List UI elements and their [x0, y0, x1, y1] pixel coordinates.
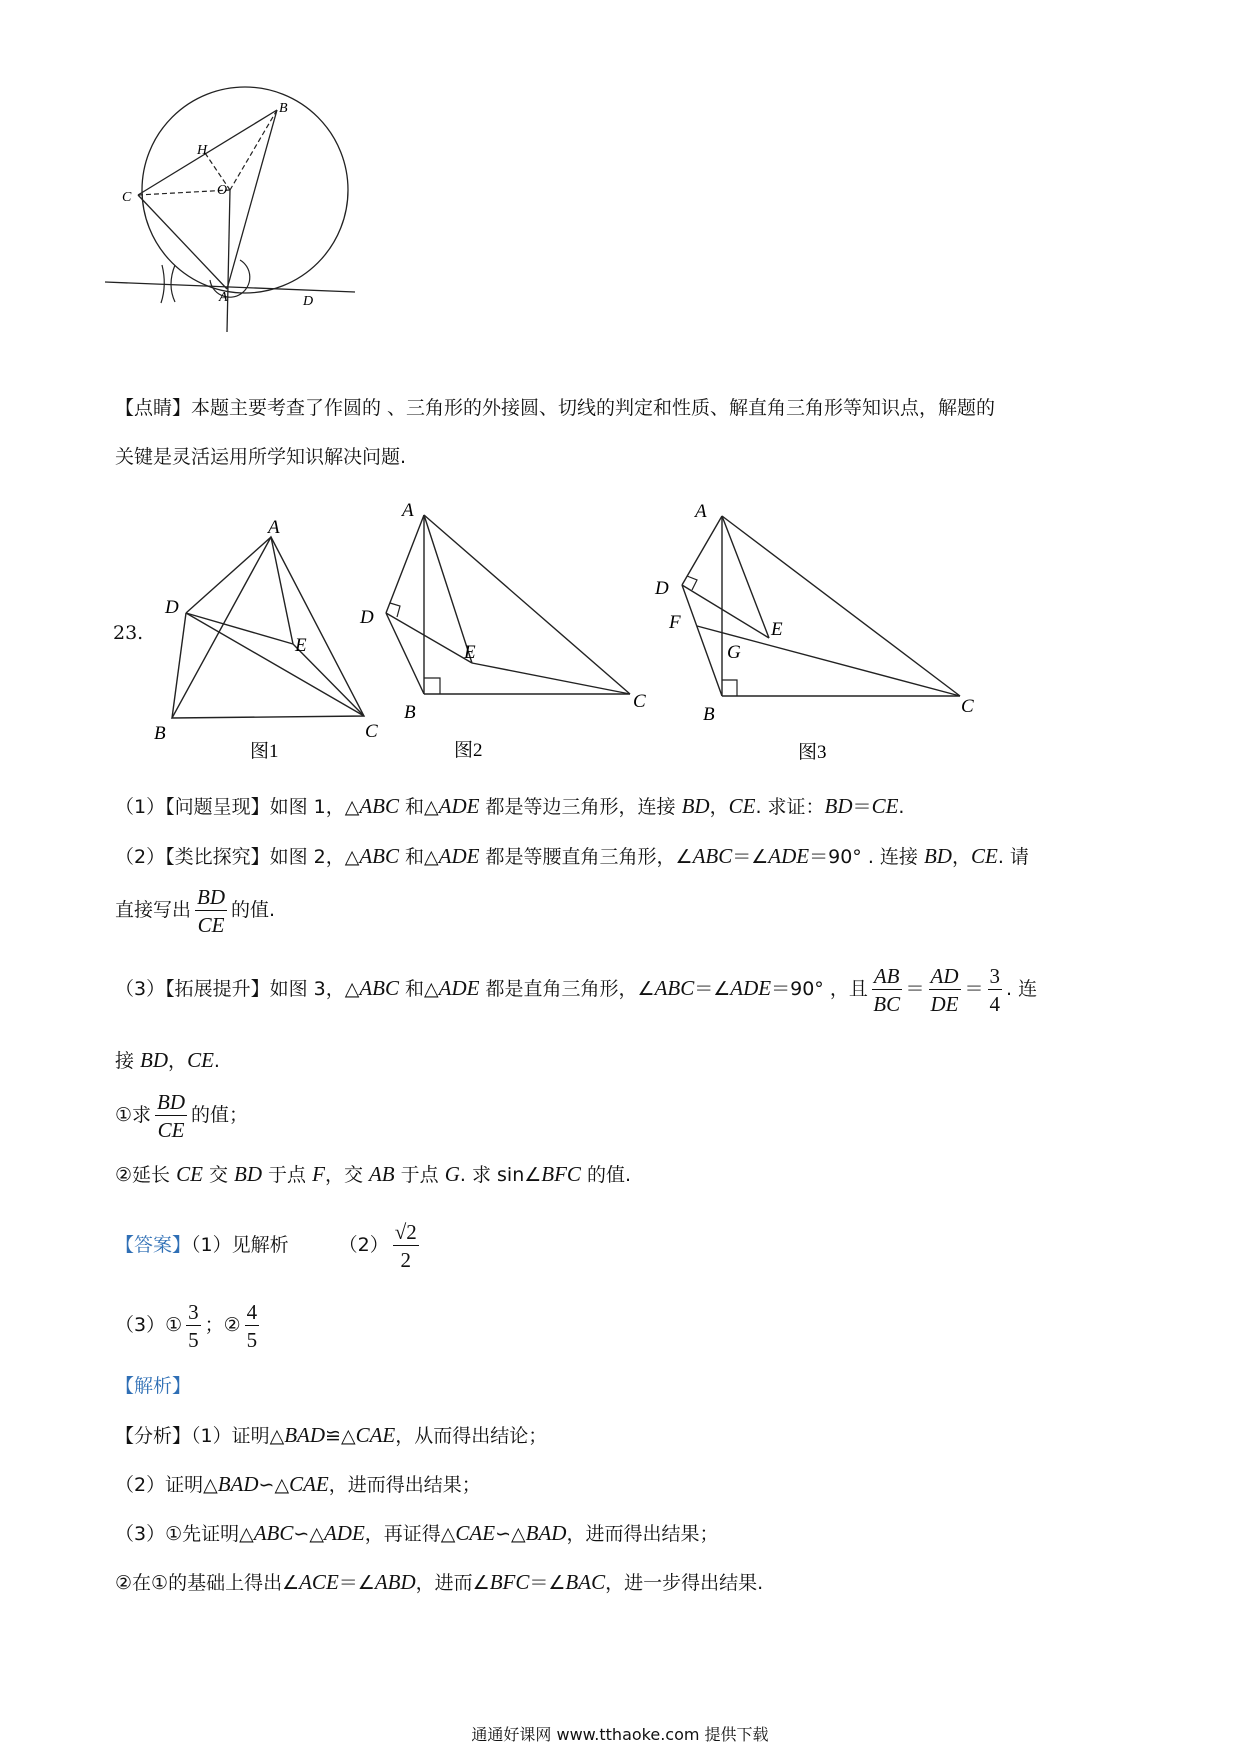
text-span: 都是直角三角形，∠ [479, 978, 655, 1000]
text-span: （2） [338, 1234, 389, 1256]
text-span: ＝∠ [529, 1572, 566, 1594]
fig3-label-e: E [771, 619, 783, 640]
text-span: ，再证得△ [364, 1523, 456, 1545]
text-span: 于点 [262, 1164, 313, 1186]
text-span: △ [340, 1425, 356, 1447]
text-span: （3）【拓展提升】如图 3，△ [115, 978, 360, 1000]
question-3-line-2 [115, 1047, 220, 1074]
text-span: ＝90° . 连接 [809, 846, 924, 868]
text-span: ADE [730, 976, 772, 1000]
fig1-label-e: E [295, 635, 307, 656]
text-span: BD [824, 794, 853, 818]
fraction-bd-ce [195, 885, 227, 937]
fig2-label-d: D [360, 607, 374, 628]
text-span: ；② [204, 1314, 241, 1336]
text-span: ，进一步得出结果. [605, 1572, 764, 1594]
text-span: ABC [692, 844, 733, 868]
text-span: BD [234, 1162, 263, 1186]
fig3-label-a: A [695, 501, 707, 522]
text-span: （3）① [115, 1314, 183, 1336]
text-span: ∽ [293, 1523, 310, 1545]
dianjing-tag: 【点睛】 [115, 397, 192, 419]
page-footer: 通通好课网 www.tthaoke.com 提供下载 [471, 1725, 769, 1744]
text-span: CE [187, 1048, 214, 1072]
fig3-label-f: F [669, 612, 681, 633]
text-span: 接 [115, 1050, 141, 1072]
question-2-line-2 [115, 880, 275, 940]
answer-line-2 [115, 1295, 263, 1355]
text-span: 的值. [231, 899, 276, 921]
text-span: （1）【问题呈现】如图 1，△ [115, 796, 360, 818]
text-span: ADE [438, 794, 480, 818]
text-span: ＝ [964, 978, 984, 1000]
text-span: 4 [989, 991, 1001, 1016]
text-span: 和△ [399, 846, 439, 868]
text-span: ＝∠ [338, 1572, 375, 1594]
text-span: ，从而得出结论； [395, 1425, 548, 1447]
text-span: 直接写出 [115, 899, 192, 921]
point-label-b: B [279, 101, 288, 116]
problem-number: 23. [113, 622, 144, 644]
question-3b [115, 1161, 631, 1188]
fig3-caption: 图3 [798, 742, 827, 763]
text-span: 3 [188, 1299, 199, 1324]
text-span: 5 [188, 1327, 199, 1352]
question-1 [115, 793, 904, 820]
text-span: BD [923, 844, 952, 868]
dianjing-line-2 [115, 444, 406, 470]
figure-1 [150, 515, 400, 765]
text-span: ≌ [325, 1425, 341, 1447]
text-span: ∽ [258, 1474, 275, 1496]
text-span: ，进而得出结果； [328, 1474, 481, 1496]
text-span: BD [681, 794, 710, 818]
text-span: G [444, 1162, 460, 1186]
text-span: 2 [400, 1247, 411, 1272]
text-span: （2）【类比探究】如图 2，△ [115, 846, 360, 868]
text-span: BAD [217, 1472, 259, 1496]
text-span: ，交 [324, 1164, 369, 1186]
figure-3 [655, 500, 995, 765]
text-span: CE [197, 912, 225, 937]
text-span: DE [930, 991, 959, 1016]
dianjing-line-1 [115, 395, 995, 421]
question-2-line-1 [115, 843, 1029, 870]
text-span: 的值； [191, 1104, 249, 1126]
text-span: ABC [359, 844, 400, 868]
text-span: ＝ [852, 796, 872, 818]
text-span: 都是等腰直角三角形，∠ [479, 846, 693, 868]
fig1-label-b: B [154, 723, 166, 744]
fig2-label-c: C [633, 691, 646, 712]
text-span: ABC [253, 1521, 294, 1545]
text-span: CAE [455, 1521, 496, 1545]
text-span: ，进而∠ [415, 1572, 490, 1594]
text-span: BAC [565, 1570, 606, 1594]
fig3-label-b: B [703, 704, 715, 725]
text-span: CE [176, 1162, 203, 1186]
text-span: 于点 [394, 1164, 445, 1186]
text-span: . 连 [1006, 978, 1038, 1000]
point-label-d: D [303, 294, 314, 309]
text-span: BD [197, 884, 226, 909]
text-span: AB [873, 963, 900, 988]
text-span: AD [930, 963, 959, 988]
fig1-label-d: D [165, 597, 179, 618]
text-span: F [312, 1162, 325, 1186]
text-span: ＝90° ，且 [771, 978, 868, 1000]
text-span: ABC [359, 976, 400, 1000]
point-label-o: O [217, 183, 228, 198]
text-span: BD [140, 1048, 169, 1072]
text-span: ADE [323, 1521, 365, 1545]
analysis-line-4 [115, 1569, 763, 1596]
circle-construction-figure [105, 100, 365, 340]
question-3-line-1 [115, 958, 1037, 1019]
text-span: AB [368, 1162, 395, 1186]
text-span: 交 [202, 1164, 235, 1186]
text-span: . 求证： [755, 796, 825, 818]
text-span: CAE [355, 1423, 396, 1447]
text-span: ， [951, 846, 971, 868]
text-span: ，进而得出结果； [566, 1523, 719, 1545]
text-span: ∽ [495, 1523, 511, 1545]
dianjing-text-2: 关键是灵活运用所学知识解决问题. [115, 446, 407, 468]
text-span: 的值. [580, 1164, 632, 1186]
text-span: ①求 [115, 1104, 152, 1126]
text-span: （3）①先证明△ [115, 1523, 254, 1545]
text-span: （1）见解析 [191, 1234, 289, 1256]
text-span: ②延长 [115, 1164, 177, 1186]
fig1-caption: 图1 [250, 741, 279, 762]
text-span: . [213, 1050, 220, 1072]
text-span: ＝ [905, 978, 925, 1000]
fig2-label-e: E [464, 642, 476, 663]
point-label-c: C [122, 190, 132, 205]
text-span: ADE [438, 844, 480, 868]
text-span: ABC [359, 794, 400, 818]
text-span: BFC [489, 1570, 530, 1594]
text-span: ADE [438, 976, 480, 1000]
text-span: BD [157, 1089, 186, 1114]
text-span: ， [709, 796, 729, 818]
text-span: BAD [525, 1521, 567, 1545]
question-3a [115, 1085, 248, 1145]
text-span: 都是等边三角形，连接 [479, 796, 682, 818]
text-span: 4 [246, 1299, 258, 1324]
fig2-caption: 图2 [454, 740, 483, 761]
text-span: △ [511, 1523, 526, 1545]
text-span: △ [309, 1523, 324, 1545]
fig2-label-b: B [404, 702, 416, 723]
text-span: ABC [654, 976, 695, 1000]
analysis-line-1 [115, 1422, 547, 1449]
jiexi-tag: 【解析】 [115, 1375, 192, 1397]
analysis-line-3 [115, 1520, 718, 1547]
text-span: √2 [394, 1219, 417, 1244]
answer-line-1 [115, 1210, 423, 1280]
point-label-h: H [197, 143, 208, 158]
text-span: BFC [541, 1162, 581, 1186]
text-span: 【分析】（1）证明△ [115, 1425, 285, 1447]
analysis-line-2 [115, 1471, 481, 1498]
text-span: 和△ [399, 978, 439, 1000]
fig3-label-d: D [655, 578, 669, 599]
text-span: ②在①的基础上得出∠ [115, 1572, 300, 1594]
text-span: ACE [299, 1570, 339, 1594]
text-span: BC [873, 991, 901, 1016]
fig3-label-c: C [961, 696, 974, 717]
text-span: ， [168, 1050, 188, 1072]
text-span: . [898, 796, 905, 818]
text-span: CAE [289, 1472, 329, 1496]
fig1-label-a: A [268, 517, 280, 538]
text-span: 3 [989, 963, 1001, 988]
text-span: . 求 sin∠ [459, 1164, 542, 1186]
text-span: ＝∠ [732, 846, 769, 868]
fig1-label-c: C [365, 721, 378, 742]
figure-2 [360, 498, 670, 763]
text-span: 和△ [399, 796, 439, 818]
text-span: CE [728, 794, 756, 818]
text-span: BAD [284, 1423, 326, 1447]
text-span: （2）证明△ [115, 1474, 218, 1496]
fig3-label-g: G [727, 642, 741, 663]
text-span: ＝∠ [694, 978, 731, 1000]
text-span: ADE [768, 844, 810, 868]
point-label-a: A [219, 290, 228, 305]
text-span: △ [274, 1474, 290, 1496]
text-span: CE [871, 794, 899, 818]
text-span: . 请 [997, 846, 1029, 868]
text-span: ABD [374, 1570, 416, 1594]
text-span: CE [970, 844, 998, 868]
text-span: CE [157, 1117, 185, 1142]
text-span: 5 [246, 1327, 258, 1352]
answer-tag: 【答案】 [115, 1234, 192, 1256]
fig2-label-a: A [402, 500, 414, 521]
dianjing-text-1: 本题主要考查了作圆的 、三角形的外接圆、切线的判定和性质、解直角三角形等知识点，解题的 [191, 397, 996, 419]
